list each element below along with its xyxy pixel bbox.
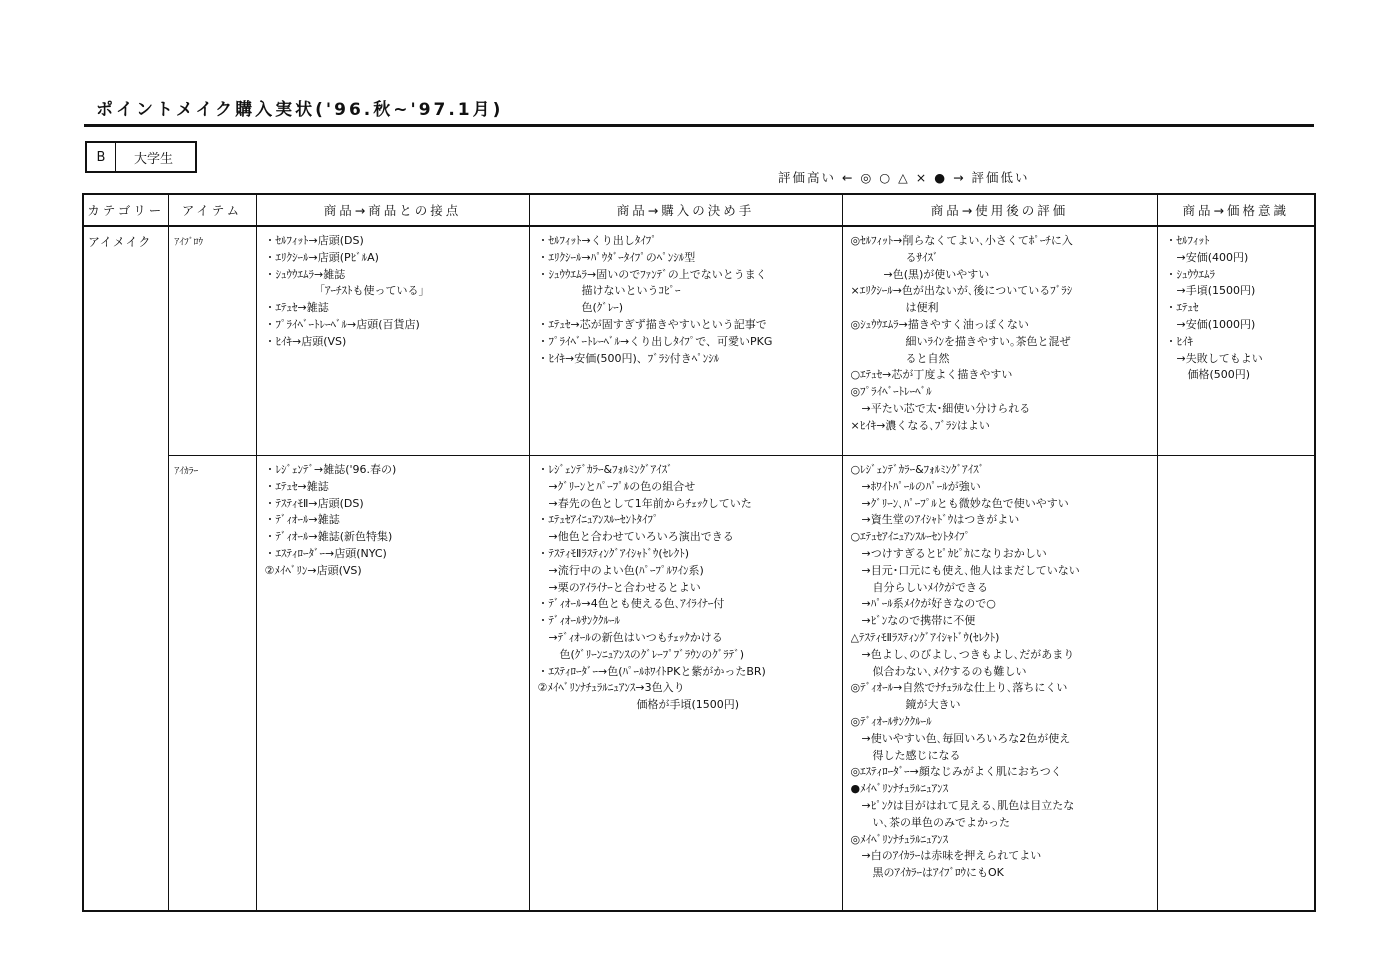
text-line: 似合わない､ﾒｲｸするのも難しい <box>850 664 1027 678</box>
text-line: 色(ｸﾞﾘｰﾝﾆｭｱﾝｽのｸﾞﾚｰﾌﾟﾌﾞﾗｳﾝのｸﾞﾗﾃﾞ) <box>537 647 745 661</box>
text-line: ②ﾒｲﾍﾞﾘﾝﾅﾁｭﾗﾙﾆｭｱﾝｽ→3色入り <box>537 681 685 695</box>
text-line: ・ﾚｼﾞｪﾝﾃﾞｶﾗｰ&ﾌｫﾙﾐﾝｸﾞｱｲｽﾞ <box>537 463 673 476</box>
text-line: ・ｴﾃｭｾ <box>1165 301 1199 315</box>
text-line: ◎ﾌﾟﾗｲﾍﾞｰﾄﾚｰﾍﾞﾙ <box>850 385 932 399</box>
text-line: ・ｾﾙﾌｨｯﾄ <box>1165 234 1210 247</box>
item-cell: ｱｲﾌﾞﾛｳ <box>168 226 256 456</box>
text-line: ◎ｾﾙﾌｨｯﾄ→削らなくてよい､小さくてﾎﾟｰﾁに入 <box>850 234 1073 247</box>
text-line: →ｸﾞﾘｰﾝ､ﾊﾟｰﾌﾟﾙとも微妙な色で使いやすい <box>850 496 1069 510</box>
text-line: →春先の色として1年前からﾁｪｯｸしていた <box>537 496 752 510</box>
header-after-use-evaluation: 商品→使用後の評価 <box>842 194 1157 226</box>
evaluation-cell <box>842 226 1157 456</box>
text-line: →白のｱｲｶﾗｰは赤味を押えられてよい <box>850 849 1042 863</box>
text-line: ・ｼｭｳｳｴﾑﾗ <box>1165 267 1215 281</box>
header-price-awareness: 商品→価格意識 <box>1157 194 1315 226</box>
text-line: 「ｱｰﾁｽﾄも使っている」 <box>264 284 430 298</box>
text-line: ○ﾚｼﾞｪﾝﾃﾞｶﾗｰ&ﾌｫﾙﾐﾝｸﾞｱｲｽﾞ <box>850 463 985 476</box>
text-line: →ﾎﾜｲﾄﾊﾟｰﾙのﾊﾟｰﾙが強い <box>850 479 981 493</box>
purchase-cell <box>529 456 842 912</box>
text-line: ◎ﾒｲﾍﾞﾘﾝﾅﾁｭﾗﾙﾆｭｱﾝｽ <box>850 832 949 846</box>
text-line: ×ﾋｲｷ→濃くなる､ﾌﾞﾗｼはよい <box>850 418 990 432</box>
text-line: 得した感じになる <box>850 748 961 762</box>
text-line: ・ｼｭｳｳｴﾑﾗ→雑誌 <box>264 267 346 281</box>
text-line: ②ﾒｲﾍﾞﾘﾝ→店頭(VS) <box>264 563 362 577</box>
text-line: は便利 <box>850 301 939 315</box>
text-line: ・ﾌﾟﾗｲﾍﾞｰﾄﾚｰﾍﾞﾙ→くり出しﾀｲﾌﾟで、可愛いPKG <box>537 334 773 348</box>
text-line: 鏡が大きい <box>850 698 961 712</box>
text-line: →色(黒)が使いやすい <box>850 267 990 281</box>
header-row <box>83 194 1315 226</box>
contact-cell <box>256 226 529 456</box>
respondent-group-box <box>85 141 197 173</box>
text-line: →ﾃﾞｨｵｰﾙの新色はいつもﾁｪｯｸかける <box>537 630 723 644</box>
rating-legend: 評価高い ← ◎ ○ △ × ● → 評価低い <box>778 170 1030 185</box>
text-line: ・ﾌﾟﾗｲﾍﾞｰﾄﾚｰﾍﾞﾙ→店頭(百貨店) <box>264 317 420 331</box>
text-line: →ﾊﾟｰﾙ系ﾒｲｸが好きなので○ <box>850 597 996 611</box>
text-line: ・ｴｽﾃｨﾛｰﾀﾞｰ→店頭(NYC) <box>264 546 387 560</box>
text-line: 黒のｱｲｶﾗｰはｱｲﾌﾞﾛｳにもOK <box>850 866 1004 880</box>
text-line: ・ｴﾃｭｾｱｲﾆｭｱﾝｽﾙｰｾﾝﾄﾀｲﾌﾟ <box>537 513 659 527</box>
text-line: →ｸﾞﾘｰﾝとﾊﾟｰﾌﾟﾙの色の組合せ <box>537 479 696 493</box>
text-line: →平たい芯で太･細使い分けられる <box>850 401 1031 415</box>
text-line: →ﾋﾟﾝｸは目がはれて見える､肌色は目立たな <box>850 798 1075 812</box>
text-line: 自分らしいﾒｲｸができる <box>850 580 988 594</box>
text-line: ると自然 <box>850 351 950 365</box>
text-line: ・ﾋｲｷ <box>1165 334 1193 348</box>
header-category: カテゴリー <box>83 194 168 226</box>
contact-cell <box>256 456 529 912</box>
text-line: →使いやすい色､毎回いろいろな2色が使え <box>850 731 1071 745</box>
group-name: 大学生 <box>134 151 174 167</box>
text-line: ・ｾﾙﾌｨｯﾄ→店頭(DS) <box>264 234 364 247</box>
text-line: ◎ｼｭｳｳｴﾑﾗ→描きやすく油っぽくない <box>850 317 1029 331</box>
text-line: △ﾃｽﾃｨﾓⅡﾗｽﾃｨﾝｸﾞｱｲｼｬﾄﾞｳ(ｾﾚｸﾄ) <box>850 630 1000 644</box>
text-line: →安価(400円) <box>1165 250 1249 264</box>
text-line: ・ｴﾃｭｾ→芯が固すぎず描きやすいという記事で <box>537 317 767 331</box>
header-purchase-reason: 商品→購入の決め手 <box>529 194 842 226</box>
text-line: 価格が手頃(1500円) <box>537 698 740 712</box>
text-line: ・ｴﾃｭｾ→雑誌 <box>264 479 329 493</box>
item-cell: ｱｲｶﾗｰ <box>168 456 256 912</box>
text-line: →失敗してもよい <box>1165 351 1263 365</box>
text-line: るｻｲｽﾞ <box>850 250 939 264</box>
text-line: い､茶の単色のみでよかった <box>850 815 1010 829</box>
text-line: 細いﾗｲﾝを描きやすい｡茶色と混ぜ <box>850 334 1071 348</box>
text-line: ◎ﾃﾞｨｵｰﾙ→自然でﾅﾁｭﾗﾙな仕上り､落ちにくい <box>850 681 1068 695</box>
text-line: →安価(1000円) <box>1165 317 1256 331</box>
text-line: ○ｴﾃｭｾ→芯が丁度よく描きやすい <box>850 368 1013 382</box>
title-rule <box>84 124 1314 127</box>
header-contact-point: 商品→商品との接点 <box>256 194 529 226</box>
text-line: →ﾋﾞﾝなので携帯に不便 <box>850 614 976 628</box>
text-line: →色よし､のびよし､つきもよし､だがあまり <box>850 647 1075 661</box>
table-row-eyecolor <box>83 456 1315 912</box>
page-title: ポイントメイク購入実状('96.秋~'97.1月) <box>96 100 504 120</box>
text-line: ・ﾃｽﾃｨﾓⅡﾗｽﾃｨﾝｸﾞｱｲｼｬﾄﾞｳ(ｾﾚｸﾄ) <box>537 546 689 560</box>
text-line: ・ﾃｽﾃｨﾓⅡ→店頭(DS) <box>264 496 364 510</box>
text-line: ○ｴﾃｭｾｱｲﾆｭｱﾝｽﾙｰｾﾝﾄﾀｲﾌﾟ <box>850 530 971 544</box>
text-line: →手頃(1500円) <box>1165 284 1256 298</box>
text-line: ・ﾃﾞｨｵｰﾙｻﾝｸｸﾙｰﾙ <box>537 614 620 628</box>
table-row-eyebrow <box>83 226 1315 456</box>
group-code: B <box>87 143 116 171</box>
text-line: ・ｴｽﾃｨﾛｰﾀﾞｰ→色(ﾊﾟｰﾙﾎﾜｲﾄPKと紫がかったBR) <box>537 664 766 678</box>
price-cell <box>1157 226 1315 456</box>
header-item: アイテム <box>168 194 256 226</box>
price-cell <box>1157 456 1315 912</box>
purchase-table <box>82 193 1316 912</box>
text-line: 価格(500円) <box>1165 368 1251 382</box>
text-line: ◎ｴｽﾃｨﾛｰﾀﾞｰ→顔なじみがよく肌におちつく <box>850 765 1062 779</box>
text-line: ・ﾃﾞｨｵｰﾙ→雑誌(新色特集) <box>264 530 393 544</box>
text-line: ・ﾋｲｷ→店頭(VS) <box>264 334 347 348</box>
text-line: →他色と合わせていろいろ演出できる <box>537 530 734 544</box>
purchase-cell <box>529 226 842 456</box>
evaluation-cell <box>842 456 1157 912</box>
text-line: ・ﾃﾞｨｵｰﾙ→4色とも使える色､ｱｲﾗｲﾅｰ付 <box>537 597 725 611</box>
text-line: 色(ｸﾞﾚｰ) <box>537 301 624 315</box>
text-line: ・ｼｭｳｳｴﾑﾗ→固いのでﾌｧﾝﾃﾞの上でないとうまく <box>537 267 767 281</box>
text-line: ・ﾃﾞｨｵｰﾙ→雑誌 <box>264 513 340 527</box>
category-cell: アイメイク <box>83 226 168 911</box>
text-line: 描けないというｺﾋﾟｰ <box>537 284 681 298</box>
text-line: →流行中のよい色(ﾊﾟｰﾌﾟﾙﾜｲﾝ系) <box>537 563 704 577</box>
text-line: →栗のｱｲﾗｲﾅｰと合わせるとよい <box>537 580 701 594</box>
text-line: ◎ﾃﾞｨｵｰﾙｻﾝｸｸﾙｰﾙ <box>850 714 932 728</box>
text-line: →目元･口元にも使え､他人はまだしていない <box>850 563 1080 577</box>
text-line: ・ｴﾃｭｾ→雑誌 <box>264 301 329 315</box>
text-line: ●ﾒｲﾍﾞﾘﾝﾅﾁｭﾗﾙﾆｭｱﾝｽ <box>850 782 949 796</box>
text-line: ・ｴﾘｸｼｰﾙ→ﾊﾟｳﾀﾞｰﾀｲﾌﾟのﾍﾟﾝｼﾙ型 <box>537 250 696 264</box>
text-line: ・ﾚｼﾞｪﾝﾃﾞ→雑誌('96.春の) <box>264 463 397 476</box>
text-line: ×ｴﾘｸｼｰﾙ→色が出ないが､後についているﾌﾞﾗｼ <box>850 284 1073 298</box>
text-line: →つけすぎるとﾋﾟｶﾋﾟｶになりおかしい <box>850 546 1047 560</box>
text-line: ・ｾﾙﾌｨｯﾄ→くり出しﾀｲﾌﾟ <box>537 234 657 247</box>
text-line: ・ｴﾘｸｼｰﾙ→店頭(PﾋﾞﾙA) <box>264 250 379 264</box>
text-line: ・ﾋｲｷ→安価(500円)、ﾌﾞﾗｼ付きﾍﾟﾝｼﾙ <box>537 351 720 365</box>
text-line: →資生堂のｱｲｼｬﾄﾞｳはつきがよい <box>850 513 1020 527</box>
